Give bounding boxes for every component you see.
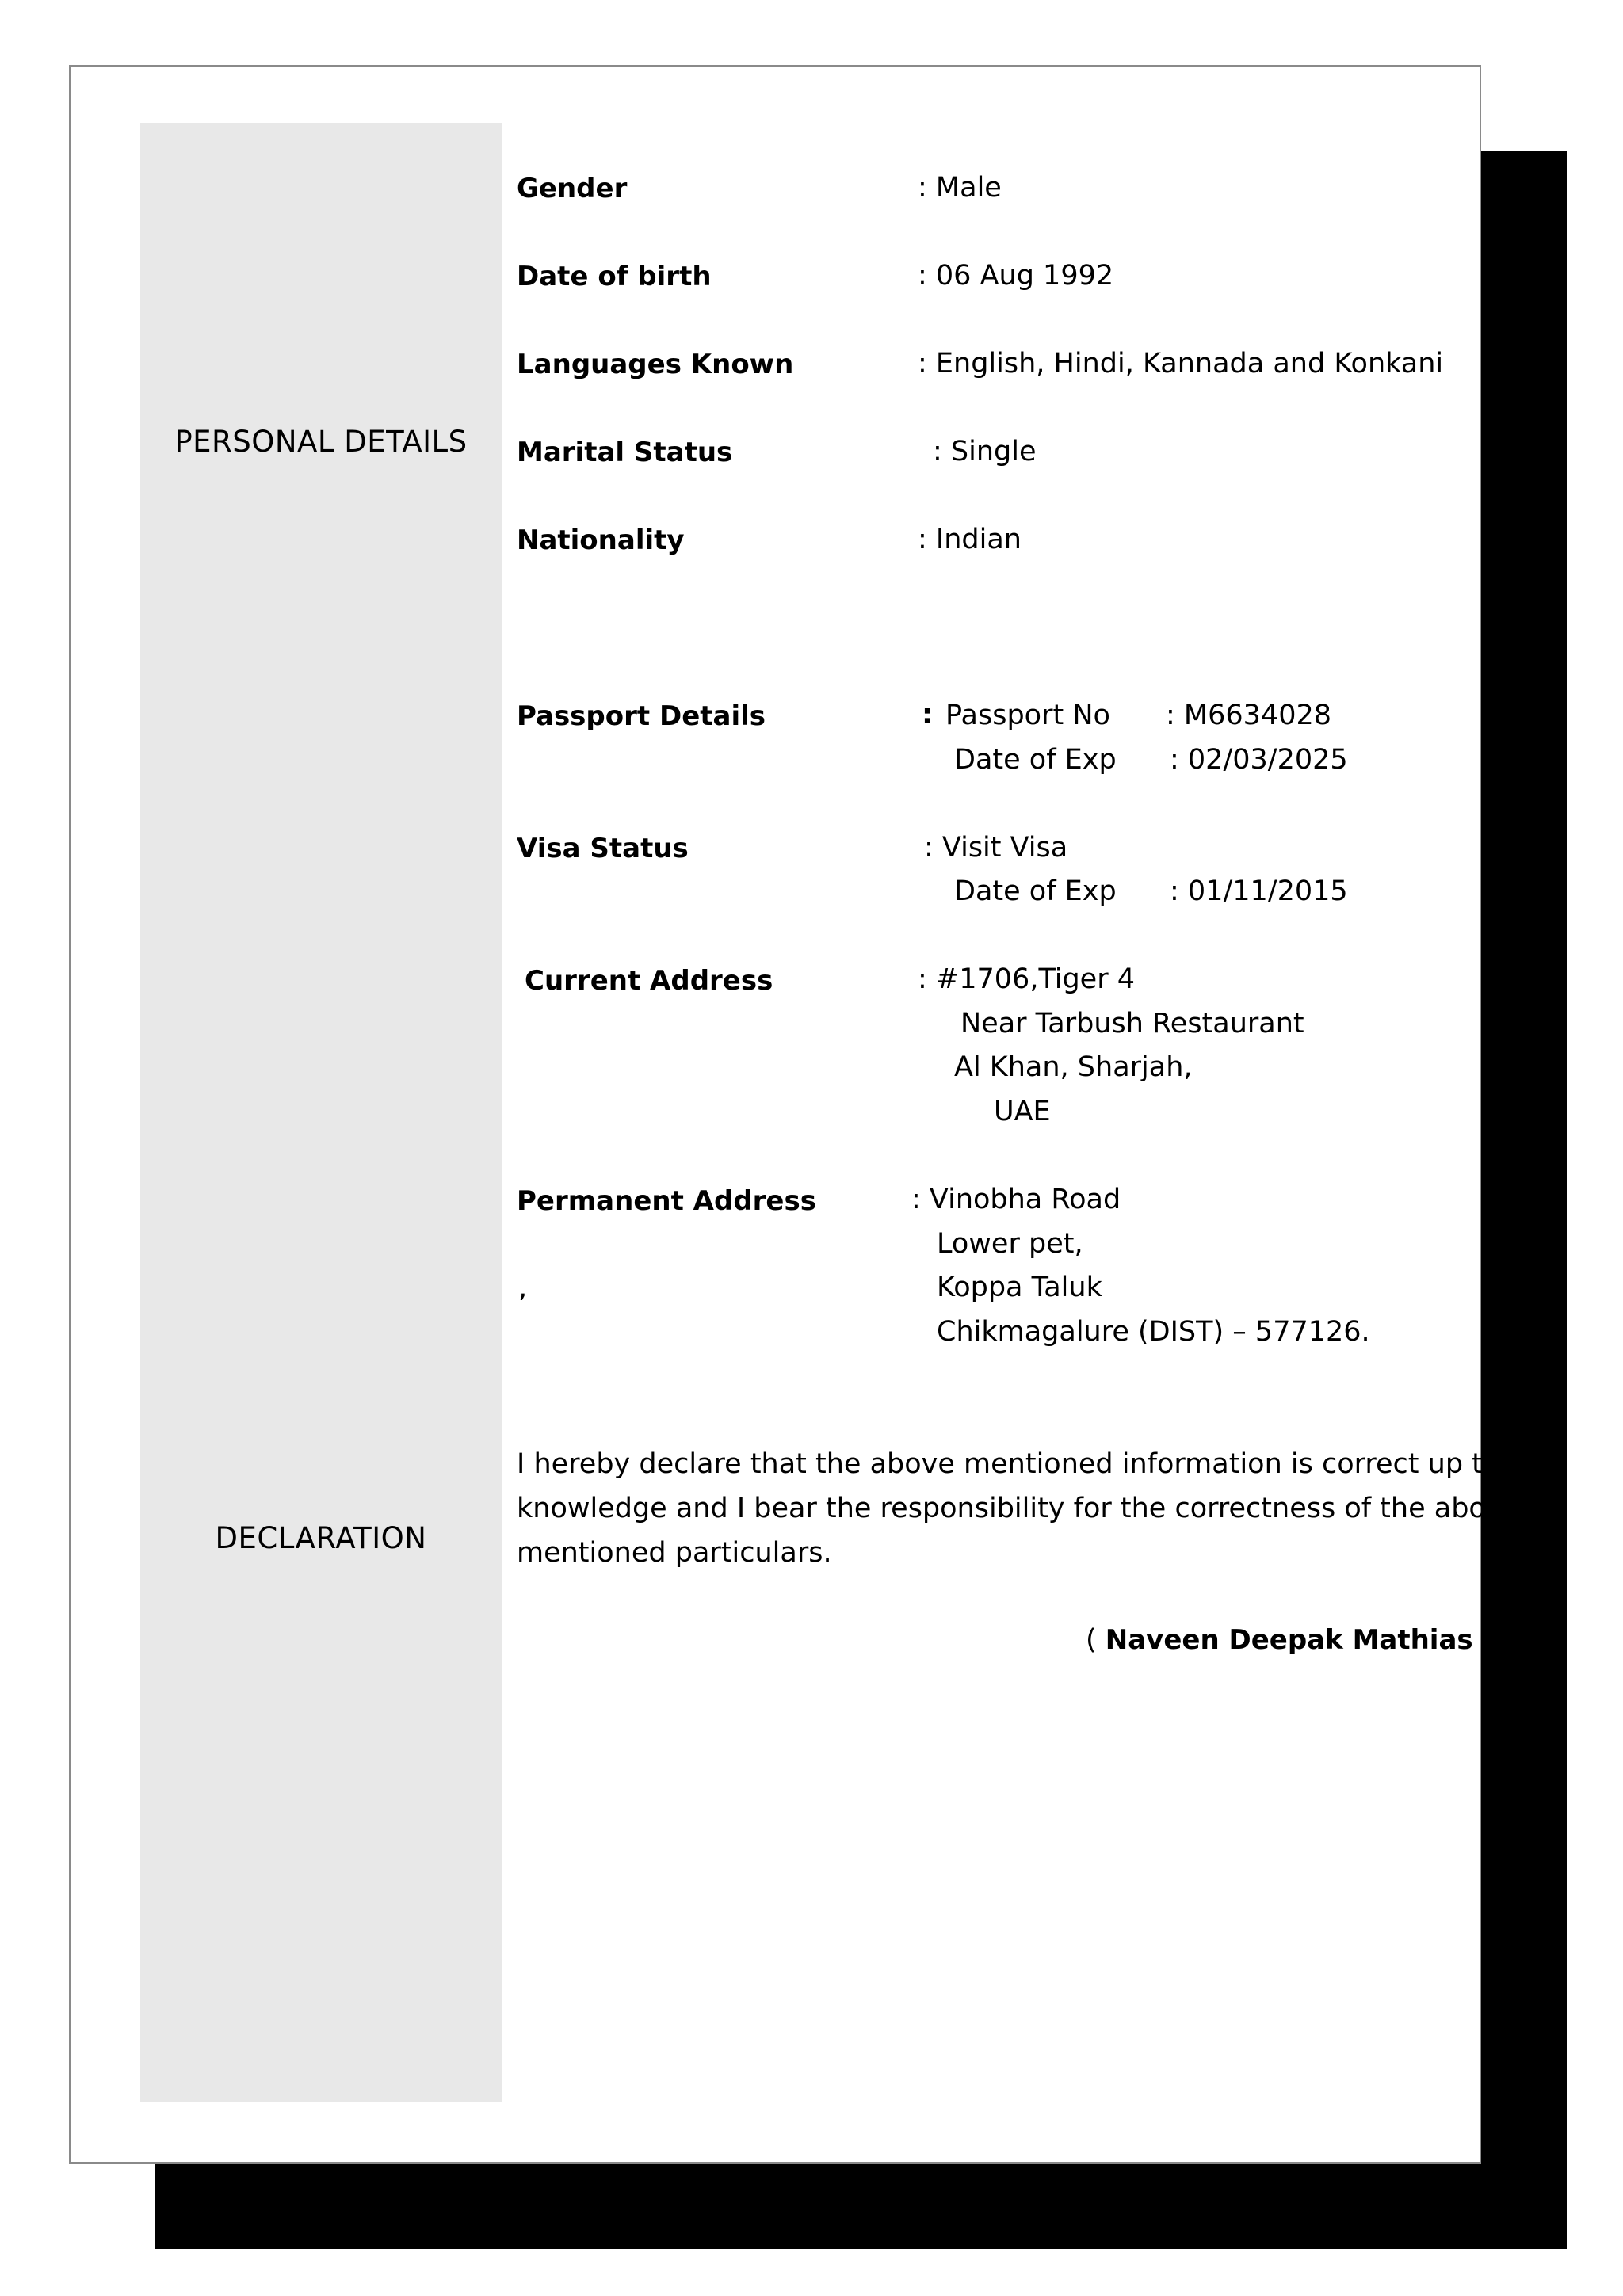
signature-name: Naveen Deepak Mathias [1105,1624,1473,1656]
current-address-line-4: UAE [994,1096,1051,1127]
visa-exp-label: Date of Exp [954,875,1117,907]
section-title-personal-details: PERSONAL DETAILS [174,425,468,459]
nationality-label: Nationality [517,524,685,556]
signature [1086,1624,1492,1656]
permanent-address-line-4: Chikmagalure (DIST) – 577126. [937,1316,1370,1348]
passport-details-label: Passport Details [517,700,766,732]
permanent-address-line-2: Lower pet, [937,1228,1083,1260]
languages-value: : English, Hindi, Kannada and Konkani [918,348,1444,379]
dob-label: Date of birth [517,261,712,292]
visa-status-label: Visa Status [517,833,689,864]
gender-label: Gender [517,173,628,204]
current-address-label: Current Address [525,965,773,997]
signature-open-paren: ( [1086,1624,1106,1656]
current-address-line-2: Near Tarbush Restaurant [960,1008,1304,1039]
section-title-declaration: DECLARATION [215,1521,427,1555]
current-address-line-1: : #1706,Tiger 4 [918,963,1136,995]
permanent-address-line-3: Koppa Taluk [937,1272,1102,1303]
declaration-line-3: mentioned particulars. [517,1537,832,1569]
passport-exp-label: Date of Exp [954,744,1117,776]
passport-number-label: Passport No [945,700,1110,731]
current-address-line-3: Al Khan, Sharjah, [954,1051,1193,1083]
passport-colon: : [922,699,933,730]
nationality-value: : Indian [918,524,1022,555]
section-sidebar [140,123,502,2102]
declaration-text [517,1442,1552,1575]
dob-value: : 06 Aug 1992 [918,260,1114,292]
declaration-line-2: knowledge and I bear the responsibility for the correctness of the above- [517,1493,1529,1524]
languages-label: Languages Known [517,349,794,380]
stray-comma: , [518,1272,528,1304]
passport-number-value: : M6634028 [1166,700,1331,731]
marital-status-label: Marital Status [517,437,733,468]
permanent-address-line-1: : Vinobha Road [911,1184,1121,1215]
visa-exp-value: : 01/11/2015 [1170,875,1348,907]
signature-close-paren: ) [1472,1624,1493,1656]
passport-exp-value: : 02/03/2025 [1170,744,1348,776]
visa-status-value: : Visit Visa [924,832,1068,864]
marital-status-value: : Single [933,436,1037,467]
declaration-line-1: I hereby declare that the above mentioned information is correct up to my [517,1448,1552,1480]
permanent-address-label: Permanent Address [517,1185,816,1217]
gender-value: : Male [918,172,1002,204]
